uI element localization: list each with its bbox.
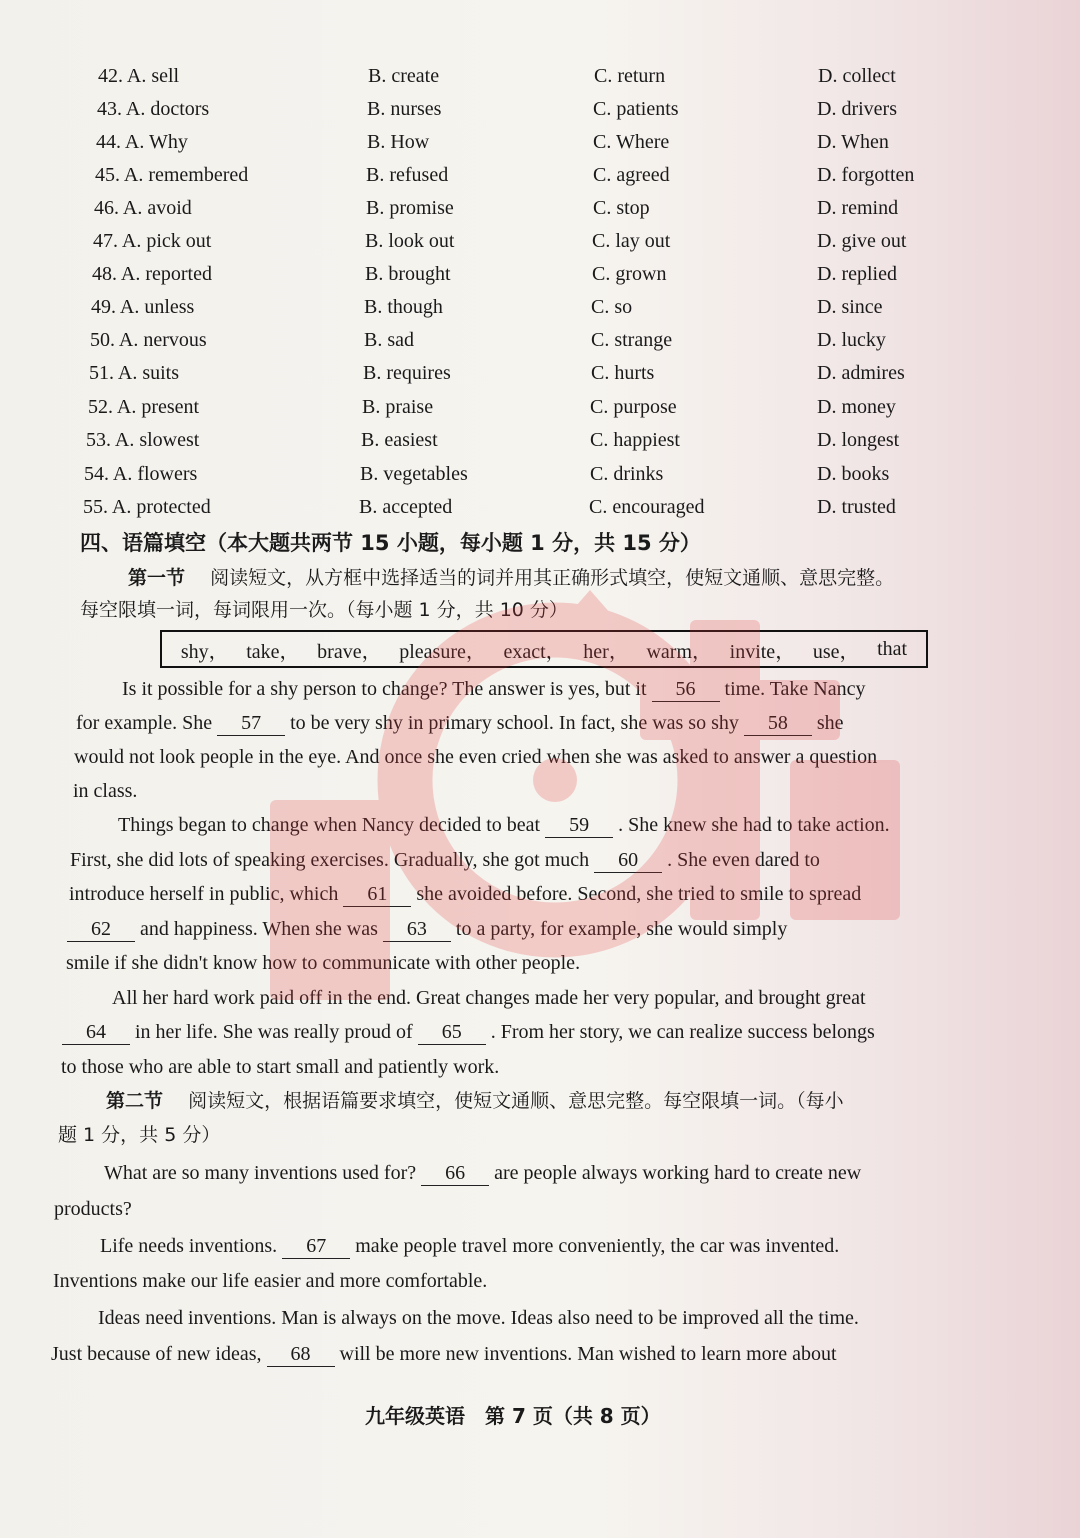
choice-row <box>0 362 1080 392</box>
passage-line: All her hard work paid off in the end. Great changes made her very popular, and brought great <box>112 987 866 1009</box>
word-box-item: that <box>877 637 908 660</box>
blank-57[interactable]: 57 <box>217 711 285 736</box>
blank-60[interactable]: 60 <box>594 848 662 873</box>
word-box-item: her， <box>583 640 629 663</box>
passage-text: . She even dared to <box>667 849 820 871</box>
choice-row <box>0 396 1080 426</box>
option-a: 49. A. unless <box>91 296 195 318</box>
option-a: 45. A. remembered <box>95 164 249 186</box>
part2-instruction <box>106 1084 844 1118</box>
option-c: C. so <box>591 296 633 318</box>
choice-row <box>0 98 1080 128</box>
choice-row <box>0 164 1080 194</box>
option-a: 46. A. avoid <box>94 197 192 219</box>
passage-line <box>122 672 866 706</box>
passage-line <box>76 706 844 740</box>
passage-line: would not look people in the eye. And once she even cried when she was asked to answer a question <box>74 746 878 768</box>
passage-line: products? <box>54 1198 132 1220</box>
choice-row <box>0 463 1080 493</box>
option-a: 51. A. suits <box>89 362 180 384</box>
passage-text: for example. She <box>76 712 213 734</box>
part2-instruction-line1: 阅读短文，根据语篇要求填空，使短文通顺、意思完整。每空限填一词。（每小 <box>188 1090 844 1112</box>
blank-63[interactable]: 63 <box>383 917 451 942</box>
passage-text: to be very shy in primary school. In fact, she was so shy <box>290 712 739 734</box>
part2-label: 第二节 <box>106 1090 164 1112</box>
option-c: C. strange <box>591 329 673 351</box>
passage-text: What are so many inventions used for? <box>104 1162 417 1184</box>
option-d: D. forgotten <box>817 164 915 186</box>
choice-row <box>0 197 1080 227</box>
option-a: 47. A. pick out <box>93 230 212 252</box>
passage-line <box>51 1337 837 1371</box>
passage-line <box>69 877 861 911</box>
word-box-item: pleasure， <box>399 640 486 663</box>
option-b: B. sad <box>364 329 414 351</box>
option-c: C. drinks <box>590 463 664 485</box>
option-d: D. give out <box>817 230 907 252</box>
option-d: D. When <box>817 131 889 153</box>
part2-instruction-line2: 题 1 分，共 5 分） <box>58 1124 221 1146</box>
choice-row <box>0 329 1080 359</box>
option-c: C. purpose <box>590 396 677 418</box>
option-d: D. drivers <box>817 98 897 120</box>
blank-62[interactable]: 62 <box>67 917 135 942</box>
option-d: D. admires <box>817 362 905 384</box>
option-c: C. hurts <box>591 362 655 384</box>
option-a: 50. A. nervous <box>90 329 207 351</box>
option-c: C. lay out <box>592 230 671 252</box>
option-c: C. return <box>594 65 666 87</box>
passage-line <box>100 1229 839 1263</box>
option-c: C. happiest <box>590 429 680 451</box>
option-b: B. easiest <box>361 429 438 451</box>
choice-row <box>0 131 1080 161</box>
option-b: B. though <box>364 296 443 318</box>
option-c: C. patients <box>593 98 679 120</box>
word-box-item: shy， <box>180 640 229 663</box>
option-b: B. brought <box>365 263 451 285</box>
passage-line <box>62 1015 875 1049</box>
word-box <box>160 630 928 668</box>
option-a: 55. A. protected <box>83 496 211 518</box>
blank-66[interactable]: 66 <box>421 1161 489 1186</box>
option-a: 54. A. flowers <box>84 463 198 485</box>
option-b: B. requires <box>363 362 451 384</box>
passage-line <box>67 912 787 946</box>
passage-text: time. Take Nancy <box>724 678 866 700</box>
passage-text: . She knew she had to take action. <box>618 814 890 836</box>
option-b: B. create <box>368 65 440 87</box>
blank-68[interactable]: 68 <box>267 1342 335 1367</box>
passage-line: smile if she didn't know how to communicate with other people. <box>66 952 581 974</box>
option-c: C. grown <box>592 263 667 285</box>
option-a: 42. A. sell <box>98 65 180 87</box>
option-d: D. collect <box>818 65 896 87</box>
passage-text: Things began to change when Nancy decided to beat <box>118 814 541 836</box>
blank-56[interactable]: 56 <box>652 677 720 702</box>
passage-text: to a party, for example, she would simply <box>455 918 788 940</box>
option-d: D. since <box>817 296 883 318</box>
choice-row <box>0 496 1080 526</box>
option-d: D. money <box>817 396 896 418</box>
option-b: B. vegetables <box>360 463 468 485</box>
passage-text: introduce herself in public, which <box>69 883 339 905</box>
passage-text: First, she did lots of speaking exercises. Gradually, she got much <box>70 849 590 871</box>
option-b: B. accepted <box>359 496 453 518</box>
option-c: C. encouraged <box>589 496 705 518</box>
option-b: B. praise <box>362 396 434 418</box>
option-d: D. lucky <box>817 329 886 351</box>
blank-59[interactable]: 59 <box>545 813 613 838</box>
option-a: 44. A. Why <box>96 131 188 153</box>
option-b: B. nurses <box>367 98 442 120</box>
blank-58[interactable]: 58 <box>744 711 812 736</box>
word-box-item: brave， <box>317 640 382 663</box>
passage-text: will be more new inventions. Man wished to learn more about <box>339 1343 837 1365</box>
passage-line: to those who are able to start small and patiently work. <box>61 1056 500 1078</box>
passage-line <box>104 1156 861 1190</box>
option-b: B. refused <box>366 164 449 186</box>
option-c: C. agreed <box>593 164 670 186</box>
option-a: 48. A. reported <box>92 263 212 285</box>
part1-instruction-line2: 每空限填一词，每词限用一次。（每小题 1 分，共 10 分） <box>80 599 568 621</box>
word-box-item: take， <box>246 640 300 663</box>
option-c: C. Where <box>593 131 670 153</box>
passage-text: Life needs inventions. <box>100 1235 278 1257</box>
option-b: B. look out <box>365 230 455 252</box>
passage-text: and happiness. When she was <box>140 918 378 940</box>
option-a: 52. A. present <box>88 396 200 418</box>
part1-instruction-line1: 阅读短文，从方框中选择适当的词并用其正确形式填空，使短文通顺、意思完整。 <box>210 567 895 589</box>
choice-row <box>0 263 1080 293</box>
choice-row <box>0 65 1080 95</box>
part1-label: 第一节 <box>128 567 186 589</box>
passage-text: make people travel more conveniently, the car was invented. <box>355 1235 840 1257</box>
passage-line <box>118 808 890 842</box>
option-d: D. replied <box>817 263 897 285</box>
option-d: D. books <box>817 463 890 485</box>
choice-row <box>0 429 1080 459</box>
passage-text: Is it possible for a shy person to change? The answer is yes, but it <box>122 678 647 700</box>
option-a: 53. A. slowest <box>86 429 200 451</box>
blank-64[interactable]: 64 <box>62 1020 130 1045</box>
option-d: D. trusted <box>817 496 896 518</box>
passage-text: she <box>816 712 844 734</box>
passage-line: Inventions make our life easier and more comfortable. <box>53 1270 488 1292</box>
blank-65[interactable]: 65 <box>418 1020 486 1045</box>
page-footer: 九年级英语 第 7 页（共 8 页） <box>365 1404 661 1428</box>
option-d: D. remind <box>817 197 899 219</box>
passage-text: . From her story, we can realize success belongs <box>490 1021 875 1043</box>
passage-line: in class. <box>73 780 138 802</box>
passage-line: Ideas need inventions. Man is always on the move. Ideas also need to be improved all the time. <box>98 1307 859 1329</box>
option-b: B. How <box>367 131 430 153</box>
option-a: 43. A. doctors <box>97 98 210 120</box>
option-c: C. stop <box>593 197 650 219</box>
word-box-item: invite， <box>729 640 796 663</box>
word-box-item: warm， <box>646 640 713 663</box>
part1-instruction <box>128 561 894 595</box>
section-heading: 四、语篇填空（本大题共两节 15 小题，每小题 1 分，共 15 分） <box>80 531 701 555</box>
option-b: B. promise <box>366 197 454 219</box>
passage-text: she avoided before. Second, she tried to smile to spread <box>416 883 862 905</box>
passage-text: Just because of new ideas, <box>51 1343 262 1365</box>
passage-text: in her life. She was really proud of <box>135 1021 413 1043</box>
choice-row <box>0 230 1080 260</box>
passage-line <box>70 843 820 877</box>
blank-67[interactable]: 67 <box>282 1234 350 1259</box>
word-box-item: exact， <box>503 640 566 663</box>
choice-row <box>0 296 1080 326</box>
blank-61[interactable]: 61 <box>343 882 411 907</box>
passage-text: are people always working hard to create new <box>494 1162 862 1184</box>
word-box-item: use， <box>812 640 860 663</box>
option-d: D. longest <box>817 429 900 451</box>
